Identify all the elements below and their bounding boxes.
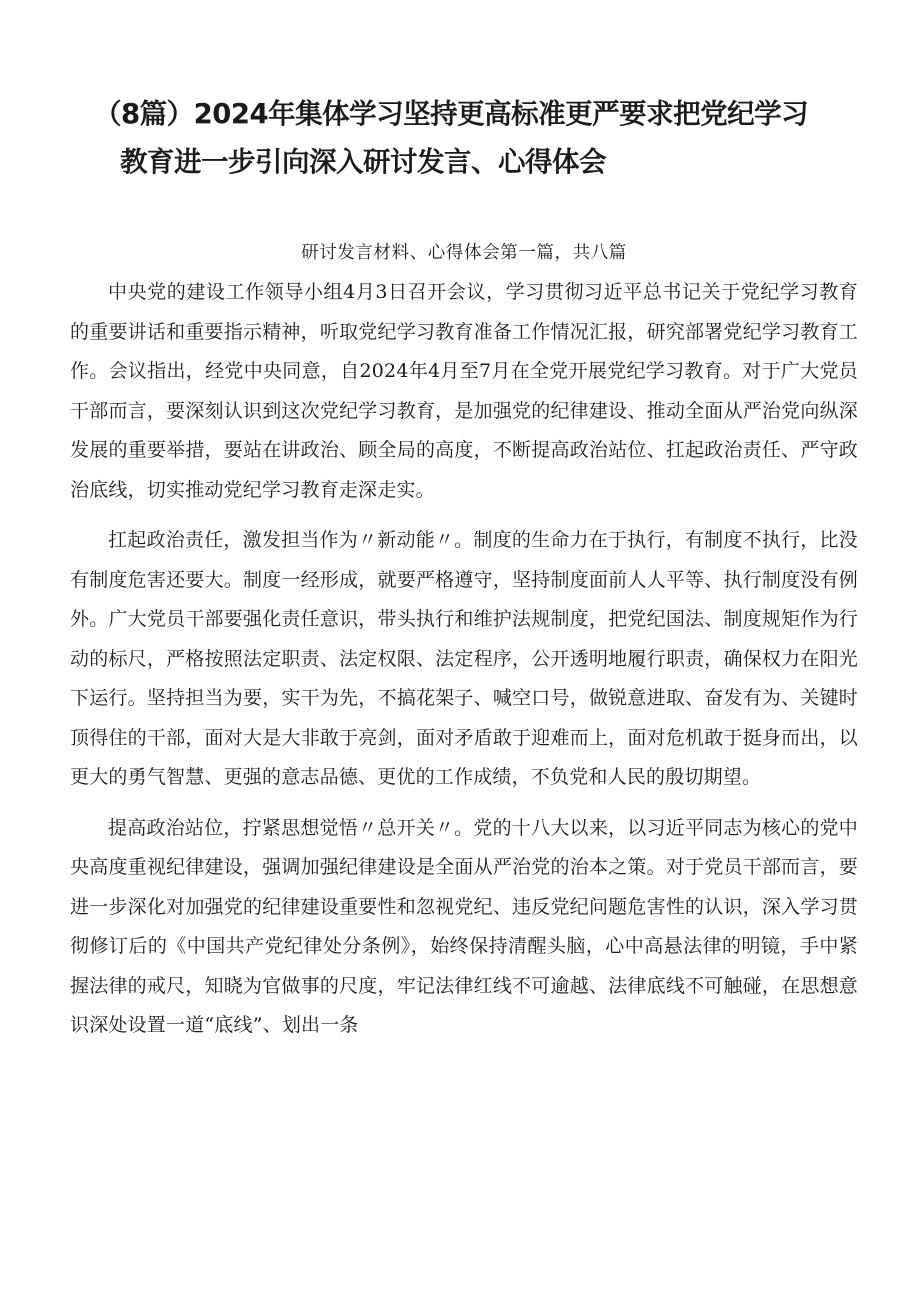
paragraph-3: 提高政治站位，拧紧思想觉悟〃总开关〃。党的十八大以来，以习近平同志为核心的党中央高度重视纪律建设，强调加强纪律建设是全面从严治党的治本之策。对于党员干部而言，要进一步深化对加强党的纪律建设重要性和忽视党纪、违反党纪问题危害性的认识，深入学习贯彻修订后的《中国共产党纪律处分条例》，始终保持清醒头脑，心中高悬法律的明镜，手中紧握法律的戒尺，知晓为官做事的尺度，牢记法律红线不可逾越、法律底线不可触碰，在思想意识深处设置一道“底线”、划出一条 [70,816,858,1036]
paragraph-1: 中央党的建设工作领导小组4月3日召开会议，学习贯彻习近平总书记关于党纪学习教育的重要讲话和重要指示精神，听取党纪学习教育准备工作情况汇报，研究部署党纪学习教育工作。会议指出，经党中央同意，自2024年4月至7月在全党开展党纪学习教育。对于广大党员干部而言，要深刻认识到这次党纪学习教育，是加强党的纪律建设、推动全面从严治党向纵深发展的重要举措，要站在讲政治、顾全局的高度，不断提高政治站位、扛起政治责任、严守政治底线，切实推动党纪学习教育走深走实。 [70,281,858,501]
document-subtitle: 研讨发言材料、心得体会第一篇，共八篇 [301,243,627,263]
document-body [70,273,858,1046]
title-line-1: （8篇）2024年集体学习坚持更高标准更严要求把党纪学习 [94,98,809,130]
title-line-2: 教育进一步引向深入研讨发言、心得体会 [120,146,606,178]
document-title [70,90,858,186]
paragraph-2: 扛起政治责任，激发担当作为〃新动能〃。制度的生命力在于执行，有制度不执行，比没有制度危害还要大。制度一经形成，就要严格遵守，坚持制度面前人人平等、执行制度没有例外。广大党员干部要强化责任意识，带头执行和维护法规制度，把党纪国法、制度规矩作为行动的标尺，严格按照法定职责、法定权限、法定程序，公开透明地履行职责，确保权力在阳光下运行。坚持担当为要，实干为先，不搞花架子、喊空口号，做锐意进取、奋发有为、关键时顶得住的干部，面对大是大非敢于亮剑，面对矛盾敢于迎难而上，面对危机敢于挺身而出，以更大的勇气智慧、更强的意志品德、更优的工作成绩，不负党和人民的殷切期望。 [70,529,858,788]
